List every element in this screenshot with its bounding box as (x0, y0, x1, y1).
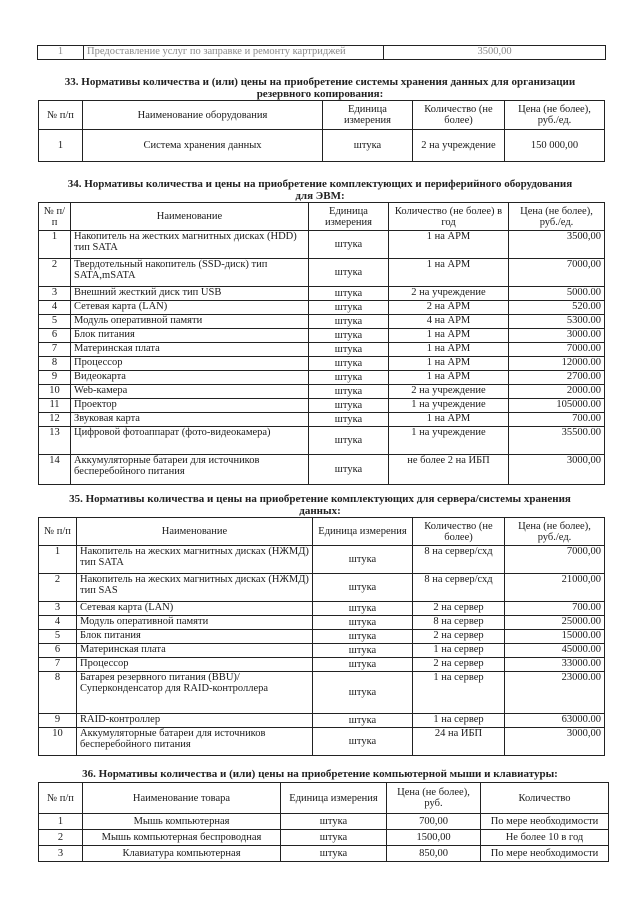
table-row (39, 658, 605, 672)
cell-name: Звуковая карта (71, 413, 309, 427)
cell-num: 11 (39, 399, 71, 413)
cell-price: 2000.00 (509, 385, 605, 399)
cell-qty: 1 на АРМ (389, 329, 509, 343)
cell-name: Материнская плата (71, 343, 309, 357)
cell-unit: штука (309, 455, 389, 485)
cell-num: 3 (39, 602, 77, 616)
cell-qty: 24 на ИБП (413, 728, 505, 756)
cell-price: 7000.00 (509, 343, 605, 357)
cell-unit: штука (313, 630, 413, 644)
cell-num: 4 (39, 616, 77, 630)
cell-name: RAID-контроллер (77, 714, 313, 728)
header-cell: Наименование оборудования (83, 101, 323, 130)
cell-num: 2 (39, 574, 77, 602)
cell-unit: штука (309, 399, 389, 413)
title-line: 36. Нормативы количества и (или) цены на приобретение компьютерной мыши и клавиатуры: (82, 768, 558, 780)
cell-qty: 1 на сервер (413, 644, 505, 658)
cell-name: Система хранения данных (83, 130, 323, 162)
cell-num: 7 (39, 658, 77, 672)
table-row (39, 301, 605, 315)
cell-price: 12000.00 (509, 357, 605, 371)
cell-name: Проектор (71, 399, 309, 413)
cell-unit: штука (281, 846, 387, 862)
title-line: 34. Нормативы количества и цены на приобретение комплектующих и периферийного оборудования (67, 178, 573, 190)
table-row (39, 343, 605, 357)
header-cell: № п/п (39, 203, 71, 231)
cell-unit: штука (313, 574, 413, 602)
cell-name: Сетевая карта (LAN) (77, 602, 313, 616)
cell-unit: штука (313, 616, 413, 630)
cell-price: 850,00 (387, 846, 481, 862)
header-cell: № п/п (39, 783, 83, 814)
cell-unit: штука (309, 231, 389, 259)
cell-name: Мышь компьютерная беспроводная (83, 830, 281, 846)
cell-qty: 1 на АРМ (389, 357, 509, 371)
header-row (39, 783, 609, 814)
table-row (39, 231, 605, 259)
cell-price: 3000,00 (505, 728, 605, 756)
cell-name: Аккумуляторные батареи для источников бесперебойного питания (77, 728, 313, 756)
cell-qty: 1 на АРМ (389, 371, 509, 385)
cell-num: 12 (39, 413, 71, 427)
cell-name: Мышь компьютерная (83, 814, 281, 830)
header-cell: Количество (481, 783, 609, 814)
cell-unit: штука (281, 830, 387, 846)
cell-price: 520.00 (509, 301, 605, 315)
cell-name: Видеокарта (71, 371, 309, 385)
cell-num: 7 (39, 343, 71, 357)
cell-num: 8 (39, 672, 77, 714)
cell-name: Предоставление услуг по заправке и ремонту картриджей (84, 46, 384, 60)
section-35-table (38, 517, 605, 756)
header-cell: Цена (не более), руб. (387, 783, 481, 814)
header-row (39, 203, 605, 231)
cell-price: 700.00 (505, 602, 605, 616)
cell-name: Твердотельный накопитель (SSD-диск) тип SATA,mSATA (71, 259, 309, 287)
section-33-table (38, 100, 605, 162)
cell-unit: штука (313, 602, 413, 616)
cell-num: 1 (38, 46, 84, 60)
cell-name: Процессор (77, 658, 313, 672)
cell-num: 8 (39, 357, 71, 371)
cell-name: Процессор (71, 357, 309, 371)
cell-price: 33000.00 (505, 658, 605, 672)
cell-unit: штука (323, 130, 413, 162)
table-row (39, 574, 605, 602)
cell-num: 9 (39, 371, 71, 385)
cell-price: 15000.00 (505, 630, 605, 644)
table-row (39, 814, 609, 830)
table-row (39, 830, 609, 846)
cell-qty: 4 на АРМ (389, 315, 509, 329)
cell-unit: штука (309, 301, 389, 315)
cell-num: 3 (39, 846, 83, 862)
cell-num: 2 (39, 259, 71, 287)
cell-name: Модуль оперативной памяти (71, 315, 309, 329)
cell-qty: 2 на сервер (413, 602, 505, 616)
cell-unit: штука (309, 427, 389, 455)
section-36-title (20, 768, 620, 780)
table-row (39, 616, 605, 630)
cell-unit: штука (313, 714, 413, 728)
header-cell: Единица измерения (309, 203, 389, 231)
cell-name: Блок питания (77, 630, 313, 644)
title-line: для ЭВМ: (295, 190, 345, 202)
cell-num: 5 (39, 630, 77, 644)
cell-unit: штука (309, 329, 389, 343)
cell-price: 35500.00 (509, 427, 605, 455)
cell-qty: 2 на учреждение (413, 130, 505, 162)
cell-unit: штука (313, 658, 413, 672)
table-row (39, 287, 605, 301)
cell-unit: штука (309, 357, 389, 371)
header-cell: Количество (не более) (413, 101, 505, 130)
header-row (39, 518, 605, 546)
table-row (39, 546, 605, 574)
cell-price: 25000.00 (505, 616, 605, 630)
cell-price: 3500,00 (509, 231, 605, 259)
table-row (39, 644, 605, 658)
cell-num: 1 (39, 130, 83, 162)
table-row (39, 630, 605, 644)
cell-price: 3000.00 (509, 329, 605, 343)
table-row (39, 259, 605, 287)
cell-price: 5300.00 (509, 315, 605, 329)
table-row (39, 329, 605, 343)
cell-num: 1 (39, 814, 83, 830)
cell-name: Web-камера (71, 385, 309, 399)
cell-num: 1 (39, 231, 71, 259)
cell-price: 5000.00 (509, 287, 605, 301)
cell-unit: штука (313, 672, 413, 714)
header-cell: Наименование (71, 203, 309, 231)
cell-name: Накопитель на жеских магнитных дисках (НЖМД) тип SATA (77, 546, 313, 574)
cell-unit: штука (313, 728, 413, 756)
header-row (39, 101, 605, 130)
header-cell: Единица измерения (313, 518, 413, 546)
table-row (39, 385, 605, 399)
table-row (39, 672, 605, 714)
cell-unit: штука (309, 385, 389, 399)
cell-price: 7000,00 (509, 259, 605, 287)
cell-qty: 8 на сервер (413, 616, 505, 630)
cell-price: 150 000,00 (505, 130, 605, 162)
cell-unit: штука (313, 546, 413, 574)
title-line: 35. Нормативы количества и цены на приобретение комплектующих для сервера/системы хранения (69, 493, 571, 505)
header-cell: Единица измерения (281, 783, 387, 814)
cell-price: 1500,00 (387, 830, 481, 846)
cell-unit: штука (281, 814, 387, 830)
cell-qty: 2 на сервер (413, 630, 505, 644)
cell-qty: 1 на сервер (413, 714, 505, 728)
table-row (39, 371, 605, 385)
cell-name: Батарея резервного питания (BBU)/Суперконденсатор для RAID-контроллера (77, 672, 313, 714)
cell-num: 6 (39, 329, 71, 343)
header-cell: Единица измерения (323, 101, 413, 130)
header-cell: Цена (не более), руб./ед. (505, 101, 605, 130)
cell-qty: 1 на учреждение (389, 399, 509, 413)
cell-unit: штука (309, 287, 389, 301)
header-cell: Цена (не более), руб./ед. (505, 518, 605, 546)
top-partial-table (37, 45, 606, 60)
header-cell: Цена (не более), руб./ед. (509, 203, 605, 231)
table-row (39, 728, 605, 756)
cell-name: Материнская плата (77, 644, 313, 658)
cell-name: Сетевая карта (LAN) (71, 301, 309, 315)
table-row (39, 602, 605, 616)
table-row (39, 357, 605, 371)
table-row (39, 714, 605, 728)
table-row (39, 413, 605, 427)
table-row (39, 427, 605, 455)
cell-price: 700,00 (387, 814, 481, 830)
cell-name: Накопитель на жеских магнитных дисках (НЖМД) тип SAS (77, 574, 313, 602)
section-36-table (38, 782, 609, 862)
cell-price: 45000.00 (505, 644, 605, 658)
cell-name: Блок питания (71, 329, 309, 343)
cell-qty: 8 на сервер/схд (413, 546, 505, 574)
cell-price: 63000.00 (505, 714, 605, 728)
cell-qty: 1 на сервер (413, 672, 505, 714)
table-row (39, 846, 609, 862)
cell-qty: 1 на АРМ (389, 413, 509, 427)
table-row (38, 46, 606, 60)
cell-qty: 8 на сервер/схд (413, 574, 505, 602)
cell-qty: не более 2 на ИБП (389, 455, 509, 485)
section-34-title (20, 178, 620, 202)
cell-qty: 2 на сервер (413, 658, 505, 672)
table-row (39, 130, 605, 162)
cell-unit: штука (309, 259, 389, 287)
cell-num: 4 (39, 301, 71, 315)
cell-unit: штука (309, 315, 389, 329)
cell-name: Внешний жесткий диск тип USB (71, 287, 309, 301)
cell-price: 23000.00 (505, 672, 605, 714)
cell-num: 2 (39, 830, 83, 846)
table-row (39, 399, 605, 413)
cell-price: 105000.00 (509, 399, 605, 413)
header-cell: Количество (не более) (413, 518, 505, 546)
cell-qty: 1 на АРМ (389, 231, 509, 259)
header-cell: Наименование (77, 518, 313, 546)
cell-num: 9 (39, 714, 77, 728)
header-cell: Наименование товара (83, 783, 281, 814)
section-34-table (38, 202, 605, 485)
cell-unit: штука (309, 413, 389, 427)
title-line: резервного копирования: (256, 88, 384, 100)
section-33-title (20, 76, 620, 100)
table-row (39, 315, 605, 329)
cell-name: Клавиатура компьютерная (83, 846, 281, 862)
cell-num: 13 (39, 427, 71, 455)
cell-price: 700.00 (509, 413, 605, 427)
cell-unit: штука (309, 343, 389, 357)
header-cell: № п/п (39, 101, 83, 130)
header-cell: № п/п (39, 518, 77, 546)
cell-qty: 2 на АРМ (389, 301, 509, 315)
cell-name: Накопитель на жестких магнитных дисках (HDD) тип SATA (71, 231, 309, 259)
cell-num: 3 (39, 287, 71, 301)
cell-num: 5 (39, 315, 71, 329)
cell-qty: По мере необходимости (481, 814, 609, 830)
cell-qty: 1 на АРМ (389, 343, 509, 357)
cell-qty: 1 на учреждение (389, 427, 509, 455)
section-35-title (20, 493, 620, 517)
cell-unit: штука (313, 644, 413, 658)
cell-num: 1 (39, 546, 77, 574)
cell-price: 21000,00 (505, 574, 605, 602)
cell-qty: Не более 10 в год (481, 830, 609, 846)
cell-num: 6 (39, 644, 77, 658)
cell-price: 7000,00 (505, 546, 605, 574)
cell-num: 14 (39, 455, 71, 485)
cell-name: Цифровой фотоаппарат (фото-видеокамера) (71, 427, 309, 455)
cell-price: 2700.00 (509, 371, 605, 385)
cell-num: 10 (39, 728, 77, 756)
cell-qty: 1 на АРМ (389, 259, 509, 287)
cell-qty: 2 на учреждение (389, 385, 509, 399)
cell-price: 3000,00 (509, 455, 605, 485)
table-row (39, 455, 605, 485)
cell-qty: 2 на учреждение (389, 287, 509, 301)
title-line: данных: (299, 505, 341, 517)
cell-unit: штука (309, 371, 389, 385)
cell-qty: По мере необходимости (481, 846, 609, 862)
cell-name: Аккумуляторные батареи для источников бесперебойного питания (71, 455, 309, 485)
header-cell: Количество (не более) в год (389, 203, 509, 231)
cell-num: 10 (39, 385, 71, 399)
title-line: 33. Нормативы количества и (или) цены на приобретение системы хранения данных для организации (64, 76, 576, 88)
cell-price: 3500,00 (384, 46, 606, 60)
cell-name: Модуль оперативной памяти (77, 616, 313, 630)
